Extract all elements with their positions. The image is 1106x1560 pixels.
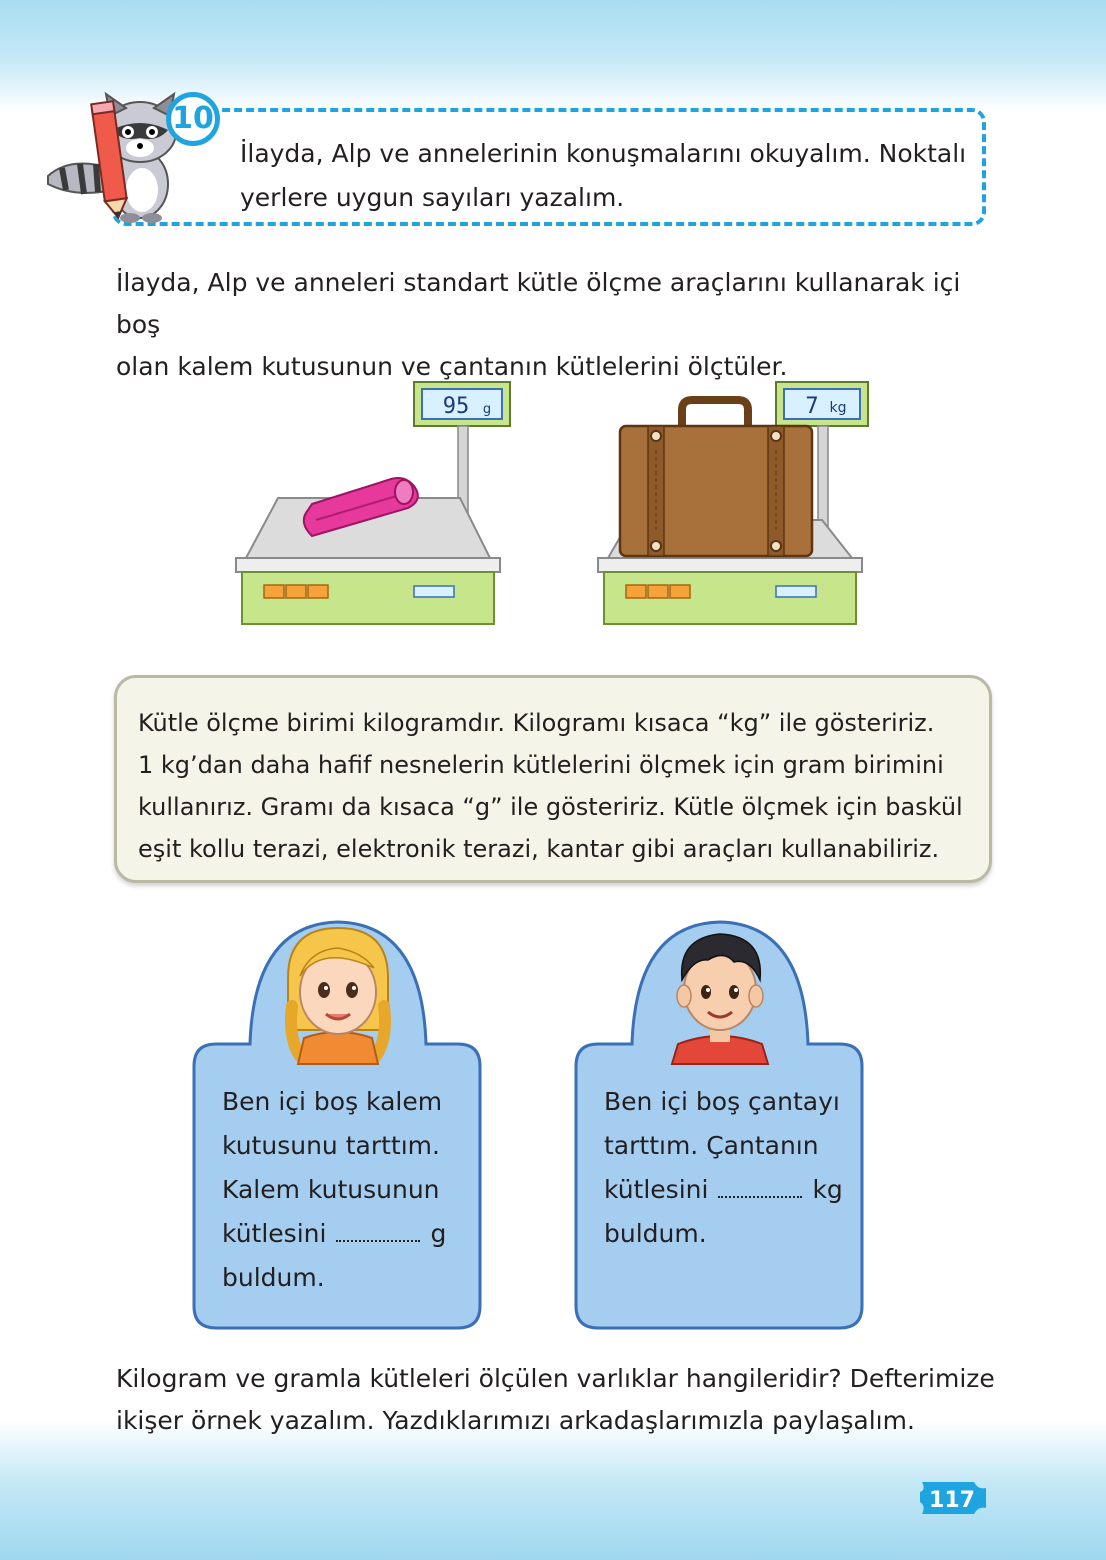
activity-instruction bbox=[240, 132, 970, 220]
scale-with-suitcase bbox=[590, 380, 880, 628]
activity-number-badge: 10 bbox=[166, 92, 220, 146]
girl-card-line: kutusunu tarttım. bbox=[222, 1131, 440, 1160]
girl-card-word: kütlesini bbox=[222, 1219, 327, 1248]
intro-paragraph bbox=[116, 262, 996, 388]
left-scale-value: 95 bbox=[442, 394, 470, 419]
page-number: 117 bbox=[929, 1488, 975, 1513]
info-text bbox=[138, 702, 978, 870]
info-line: 1 kg’dan daha hafif nesnelerin kütlelerini ölçmek için gram birimini bbox=[138, 751, 944, 779]
closing-line: ikişer örnek yazalım. Yazdıklarımızı arkadaşlarımızla paylaşalım. bbox=[116, 1406, 915, 1435]
right-scale-unit: kg bbox=[829, 400, 847, 416]
right-scale-value: 7 bbox=[805, 394, 819, 419]
boy-card-line: buldum. bbox=[604, 1219, 707, 1248]
girl-card-unit: g bbox=[430, 1219, 447, 1248]
boy-card-line bbox=[604, 1168, 854, 1212]
girl-card-line: Ben içi boş kalem bbox=[222, 1087, 443, 1116]
info-line: Kütle ölçme birimi kilogramdır. Kilogramı kısaca “kg” ile gösteririz. bbox=[138, 709, 935, 737]
girl-card-line: buldum. bbox=[222, 1263, 325, 1292]
girl-card-line bbox=[222, 1212, 472, 1256]
boy-answer-blank[interactable] bbox=[718, 1176, 802, 1198]
info-line: eşit kollu terazi, elektronik terazi, kantar gibi araçları kullanabiliriz. bbox=[138, 835, 940, 863]
intro-line: olan kalem kutusunun ve çantanın kütlelerini ölçtüler. bbox=[116, 352, 788, 381]
closing-paragraph bbox=[116, 1358, 996, 1442]
closing-line: Kilogram ve gramla kütleleri ölçülen varlıklar hangileridir? Defterimize bbox=[116, 1364, 995, 1393]
scale-with-pencil-case bbox=[228, 380, 518, 628]
girl-card-line: Kalem kutusunun bbox=[222, 1175, 440, 1204]
boy-card-unit: kg bbox=[812, 1175, 843, 1204]
intro-line: İlayda, Alp ve anneleri standart kütle ölçme araçlarını kullanarak içi boş bbox=[116, 268, 961, 339]
info-line: kullanırız. Gramı da kısaca “g” ile gösteririz. Kütle ölçmek için baskül bbox=[138, 793, 963, 821]
boy-avatar bbox=[672, 934, 768, 1064]
raccoon-mascot-icon bbox=[40, 86, 250, 226]
boy-card-text bbox=[604, 1080, 854, 1256]
page-number-badge bbox=[916, 1478, 992, 1518]
girl-avatar bbox=[288, 928, 388, 1064]
girl-card-text bbox=[222, 1080, 472, 1300]
girl-answer-blank[interactable] bbox=[336, 1220, 420, 1242]
boy-card-line: tarttım. Çantanın bbox=[604, 1131, 819, 1160]
left-scale-unit: g bbox=[482, 402, 492, 417]
boy-card-word: kütlesini bbox=[604, 1175, 709, 1204]
instruction-line: İlayda, Alp ve annelerinin konuşmalarını okuyalım. Noktalı bbox=[240, 139, 967, 168]
boy-card-line: Ben içi boş çantayı bbox=[604, 1087, 840, 1116]
instruction-line: yerlere uygun sayıları yazalım. bbox=[240, 183, 625, 212]
